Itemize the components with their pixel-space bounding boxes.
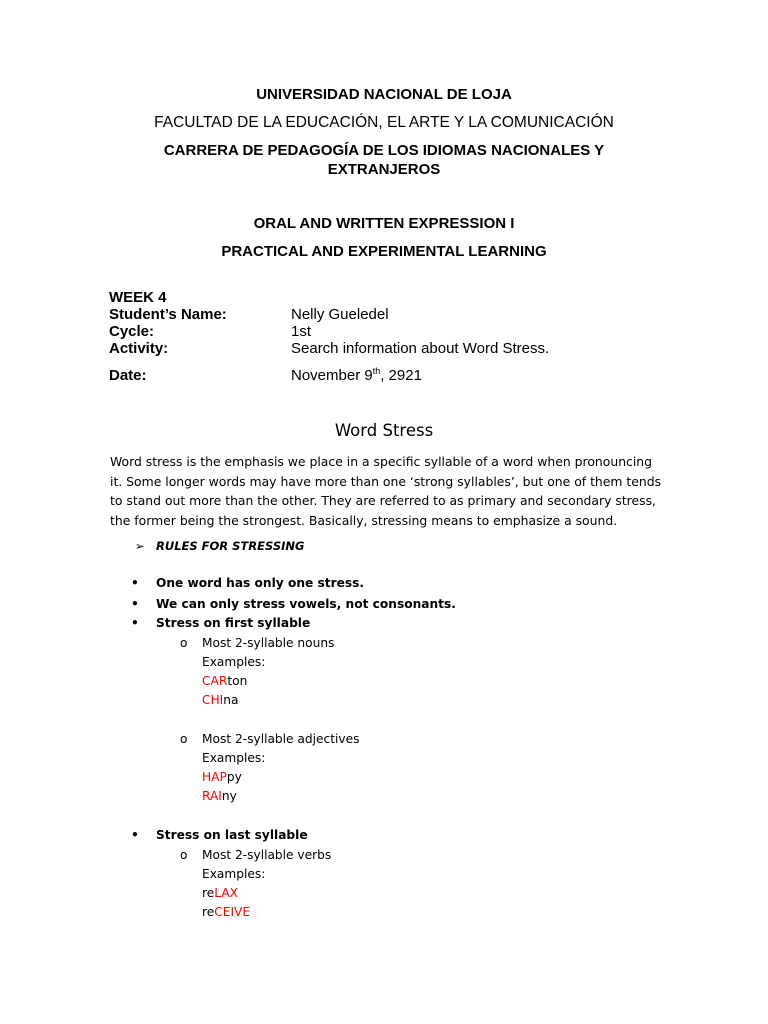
- course-title: ORAL AND WRITTEN EXPRESSION I: [253, 215, 515, 232]
- sub-item-text: Most 2-syllable adjectives: [202, 732, 360, 746]
- example-word: [202, 770, 242, 784]
- date-month-day: November 9: [291, 367, 373, 384]
- paragraph-line: the former being the strongest. Basically, stressing means to emphasize a sound.: [110, 512, 618, 528]
- rules-heading: [135, 539, 305, 553]
- rules-heading-text: RULES FOR STRESSING: [156, 539, 305, 553]
- list-item: [131, 576, 364, 590]
- activity-label: Activity:: [109, 340, 169, 357]
- rule-text: We can only stress vowels, not consonants.: [156, 597, 456, 611]
- section-title: Word Stress: [334, 421, 434, 440]
- rule-text: Stress on first syllable: [156, 616, 311, 630]
- sub-list-item: [180, 636, 334, 650]
- unstressed-syllable: re: [202, 905, 215, 919]
- unstressed-syllable: ny: [221, 789, 237, 803]
- stressed-syllable: RAI: [202, 789, 222, 803]
- circle-bullet-icon: o: [180, 848, 188, 862]
- week-label: WEEK 4: [109, 289, 167, 306]
- examples-label: Examples:: [202, 751, 266, 765]
- examples-label: Examples:: [202, 867, 266, 881]
- example-word: [202, 789, 237, 803]
- unstressed-syllable: ton: [227, 674, 248, 688]
- arrow-bullet-icon: ➢: [135, 539, 145, 553]
- intro-paragraph: [110, 452, 670, 530]
- student-value: Nelly Gueledel: [291, 306, 389, 323]
- date-ordinal: th: [372, 366, 381, 376]
- example-word: [202, 905, 250, 919]
- circle-bullet-icon: o: [180, 732, 188, 746]
- faculty-name: FACULTAD DE LA EDUCACIÓN, EL ARTE Y LA COMUNICACIÓN: [154, 114, 614, 131]
- date-year: , 2921: [380, 367, 422, 384]
- unstressed-syllable: na: [223, 693, 239, 707]
- sub-list-item: [180, 848, 331, 862]
- rule-text: Stress on last syllable: [156, 828, 308, 842]
- list-item: [131, 616, 310, 630]
- stressed-syllable: LAX: [214, 886, 239, 900]
- paragraph-line: Word stress is the emphasis we place in a specific syllable of a word when pronouncing: [110, 454, 653, 469]
- paragraph-line: to stand out more than the other. They are referred to as primary and secondary stress,: [110, 493, 656, 508]
- stressed-syllable: CHI: [202, 693, 224, 707]
- activity-value: Search information about Word Stress.: [291, 340, 550, 357]
- career-line-2: EXTRANJEROS: [327, 161, 441, 178]
- program-title: PRACTICAL AND EXPERIMENTAL LEARNING: [221, 243, 547, 260]
- stressed-syllable: CEIVE: [214, 905, 251, 919]
- list-item: [131, 597, 456, 611]
- university-name: UNIVERSIDAD NACIONAL DE LOJA: [256, 86, 512, 103]
- circle-bullet-icon: o: [180, 636, 188, 650]
- cycle-label: Cycle:: [109, 323, 155, 340]
- date-label: Date:: [109, 367, 147, 384]
- unstressed-syllable: re: [202, 886, 215, 900]
- sub-item-text: Most 2-syllable verbs: [202, 848, 332, 862]
- cycle-value: 1st: [291, 323, 312, 340]
- stressed-syllable: HAP: [202, 770, 227, 784]
- student-label: Student’s Name:: [109, 306, 227, 323]
- example-word: [202, 674, 247, 688]
- paragraph-line: it. Some longer words may have more than one ‘strong syllables’, but one of them tends: [110, 473, 662, 489]
- list-item: [131, 828, 308, 842]
- career-line-1: CARRERA DE PEDAGOGÍA DE LOS IDIOMAS NACIONALES Y: [163, 142, 605, 159]
- sub-list-item: [180, 732, 359, 746]
- rule-text: One word has only one stress.: [156, 576, 365, 590]
- date-value: [291, 367, 422, 384]
- career-name: [0, 141, 768, 179]
- example-word: [202, 693, 238, 707]
- bullet-icon: •: [131, 597, 139, 611]
- sub-item-text: Most 2-syllable nouns: [202, 636, 335, 650]
- unstressed-syllable: py: [226, 770, 242, 784]
- bullet-icon: •: [131, 616, 139, 630]
- examples-label: Examples:: [202, 655, 266, 669]
- stressed-syllable: CAR: [202, 674, 228, 688]
- bullet-icon: •: [131, 576, 139, 590]
- example-word: [202, 886, 238, 900]
- bullet-icon: •: [131, 828, 139, 842]
